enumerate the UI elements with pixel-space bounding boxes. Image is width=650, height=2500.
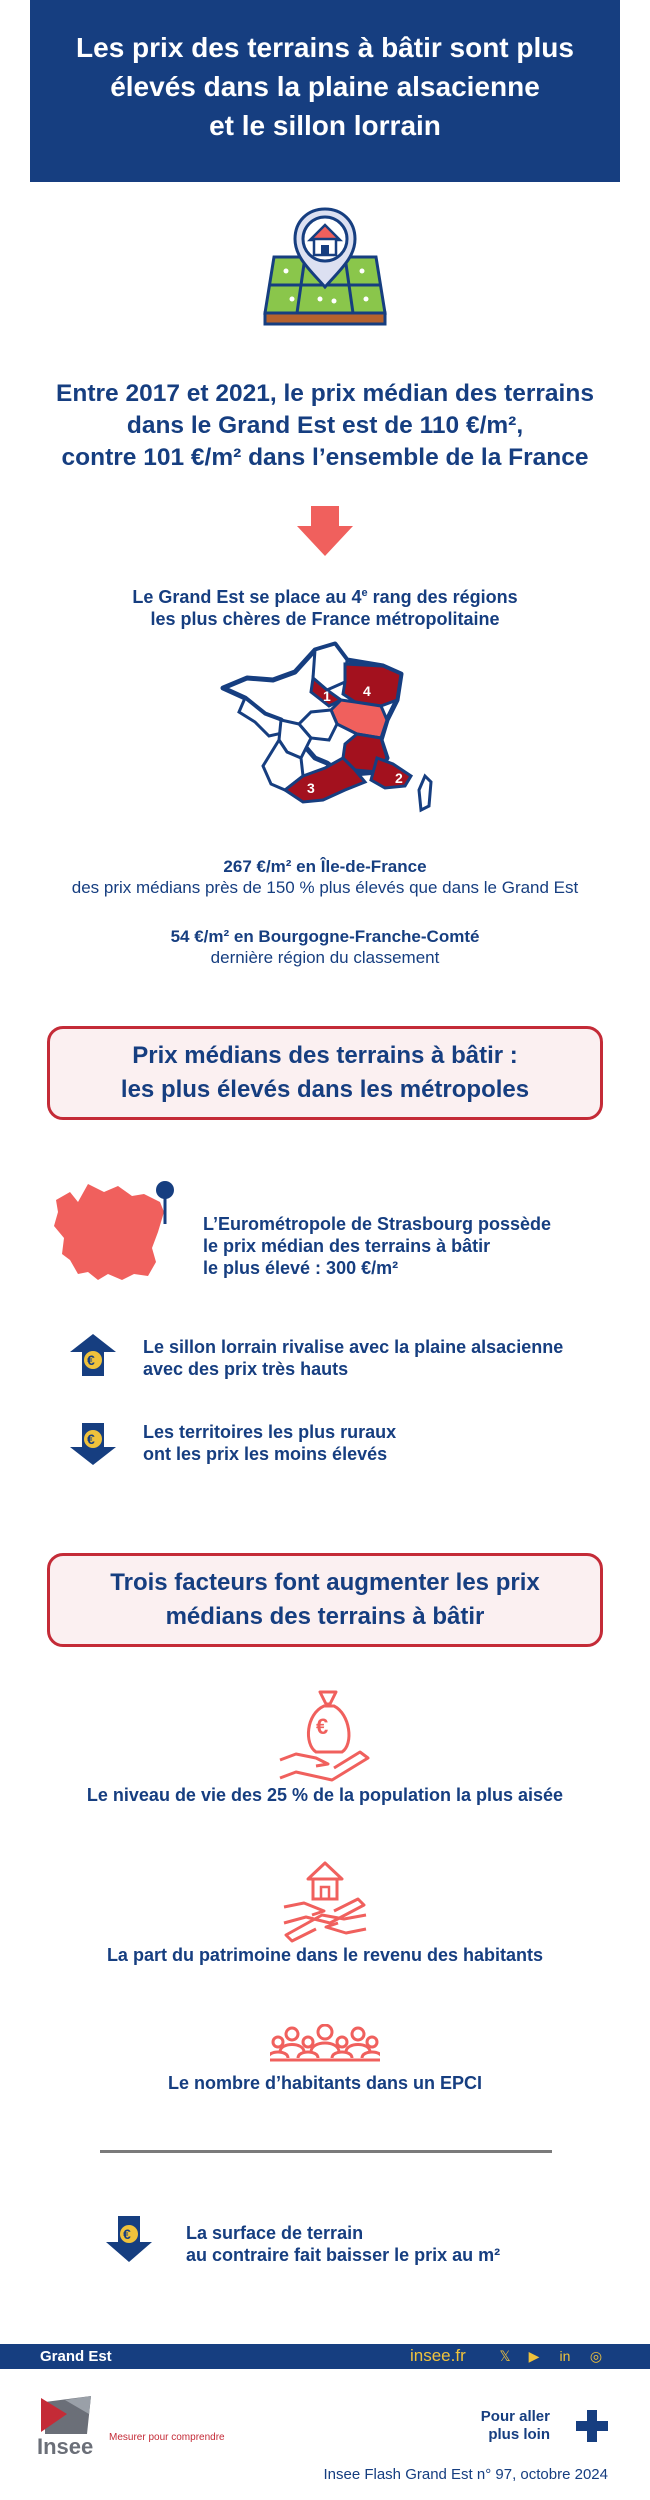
money-bag-hand-icon: [276, 1688, 376, 1783]
ranking-line-start: Le Grand Est se place au 4: [132, 587, 362, 607]
sillon-line: avec des prix très hauts: [143, 1359, 349, 1379]
bfc-comparison: dernière région du classement: [210, 948, 440, 967]
insee-tagline: Mesurer pour comprendre: [109, 2432, 225, 2443]
map-rank-label: 1: [323, 688, 331, 704]
sillon-lorrain-text: [143, 1336, 623, 1380]
footer-region: Grand Est: [40, 2348, 112, 2365]
france-regions-map: [215, 640, 445, 820]
euro-down-arrow-icon: [70, 1423, 116, 1465]
metropoles-callout-box: [47, 1026, 603, 1120]
callout-line: Trois facteurs font augmenter les prix: [110, 1569, 540, 1596]
more-info-line: plus loin: [488, 2426, 550, 2443]
header-title-line: et le sillon lorrain: [209, 110, 441, 141]
ranking-line-2: les plus chères de France métropolitaine: [150, 609, 500, 629]
factor-wealth: La part du patrimoine dans le revenu des habitants: [106, 1945, 544, 1965]
header-title-line: élevés dans la plaine alsacienne: [110, 71, 540, 102]
instagram-icon[interactable]: ◎: [589, 2348, 603, 2364]
x-icon[interactable]: 𝕏: [499, 2348, 511, 2364]
factor-income: Le niveau de vie des 25 % de la population la plus aisée: [86, 1785, 564, 1805]
headline-line: Entre 2017 et 2021, le prix médian des terrains: [56, 380, 594, 407]
header-banner: [30, 0, 620, 182]
headline-line: contre 101 €/m² dans l’ensemble de la France: [61, 444, 589, 471]
euro-down-arrow-icon: [106, 2216, 152, 2262]
map-region-grand-est: [343, 664, 401, 706]
ranking-line-end: rang des régions: [367, 587, 518, 607]
map-rank-label: 2: [395, 770, 403, 786]
publication-reference: Insee Flash Grand Est n° 97, octobre 2024: [323, 2466, 608, 2483]
callout-line: Prix médians des terrains à bâtir :: [132, 1042, 518, 1069]
section-divider: [100, 2150, 552, 2153]
map-region-paca: [371, 758, 411, 788]
footer-band: [0, 2344, 650, 2369]
ranking-text: [0, 582, 650, 630]
euro-symbol: €: [87, 1431, 95, 1447]
map-rank-label: 3: [307, 780, 315, 796]
insee-logo-mark: [37, 2394, 101, 2434]
plus-icon[interactable]: [576, 2410, 608, 2442]
more-info-link[interactable]: [470, 2408, 550, 2444]
factor-population: Le nombre d’habitants dans un EPCI: [167, 2073, 483, 2093]
bfc-price: 54 €/m² en Bourgogne-Franche-Comté: [170, 927, 480, 946]
insee-site-link[interactable]: insee.fr: [410, 2346, 466, 2365]
ranking-superscript: e: [361, 587, 368, 599]
linkedin-icon[interactable]: in: [559, 2348, 571, 2364]
grand-est-map-icon: [48, 1178, 178, 1288]
surface-line: au contraire fait baisser le prix au m²: [186, 2245, 501, 2265]
sillon-line: Le sillon lorrain rivalise avec la plaine alsacienne: [143, 1337, 564, 1357]
euro-up-arrow-icon: [70, 1334, 116, 1376]
house-hands-icon: [282, 1853, 368, 1943]
callout-line: médians des terrains à bâtir: [165, 1603, 485, 1630]
surface-text: [186, 2222, 626, 2266]
strasbourg-line: le plus élevé : 300 €/m²: [203, 1258, 399, 1278]
euro-symbol: €: [316, 1714, 329, 1739]
idf-stat: [0, 856, 650, 898]
people-group-icon: [270, 2024, 380, 2064]
map-rank-label: 4: [363, 683, 371, 699]
land-plot-house-icon: [262, 205, 388, 330]
bfc-stat: [0, 926, 650, 968]
more-info-line: Pour aller: [480, 2408, 550, 2425]
factors-callout-box: [47, 1553, 603, 1647]
headline: [0, 378, 650, 474]
header-title-line: Les prix des terrains à bâtir sont plus: [76, 32, 574, 63]
insee-wordmark: Insee: [37, 2434, 94, 2459]
idf-price: 267 €/m² en Île-de-France: [223, 857, 427, 876]
strasbourg-line: le prix médian des terrains à bâtir: [203, 1236, 491, 1256]
idf-comparison: des prix médians près de 150 % plus élevés que dans le Grand Est: [71, 878, 579, 897]
callout-line: les plus élevés dans les métropoles: [120, 1076, 530, 1103]
map-region-corse: [419, 776, 431, 810]
euro-symbol: €: [123, 2226, 131, 2242]
rural-line: Les territoires les plus ruraux: [143, 1422, 397, 1442]
strasbourg-line: L’Eurométropole de Strasbourg possède: [203, 1214, 552, 1234]
down-arrow-icon: [297, 506, 353, 556]
headline-line: dans le Grand Est est de 110 €/m²,: [126, 412, 524, 439]
strasbourg-text: [203, 1213, 623, 1279]
youtube-icon[interactable]: ▶: [528, 2348, 540, 2364]
euro-symbol: €: [87, 1352, 95, 1368]
surface-line: La surface de terrain: [186, 2223, 364, 2243]
insee-logo: [37, 2394, 237, 2464]
rural-line: ont les prix les moins élevés: [143, 1444, 388, 1464]
rural-text: [143, 1421, 623, 1465]
